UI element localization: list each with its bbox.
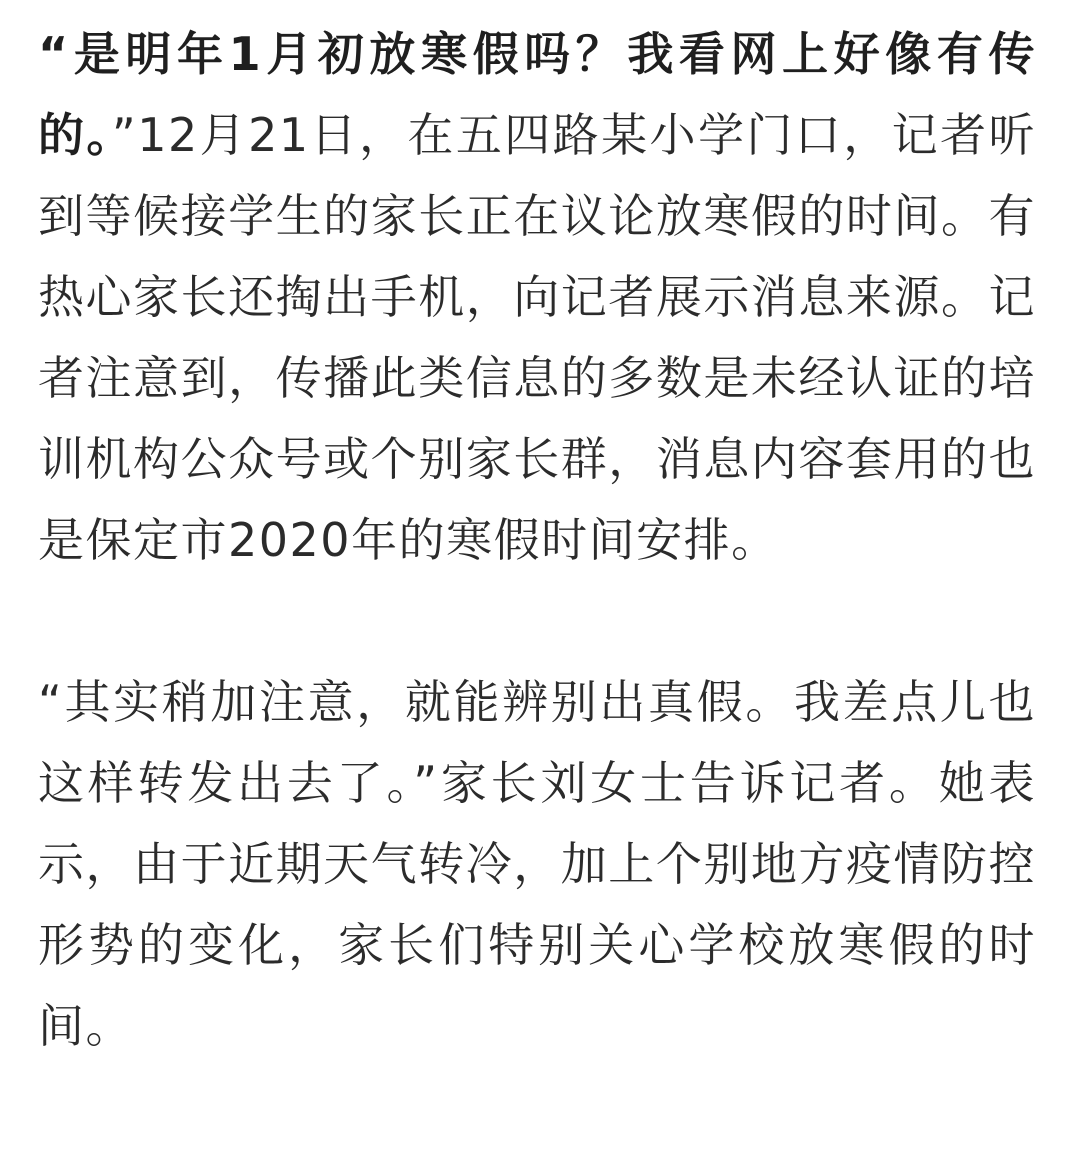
paragraph-2 [38, 662, 1036, 1067]
paragraph-1 [38, 14, 1036, 581]
article-body [38, 14, 1036, 1067]
paragraph-1-text: ”12月21日，在五四路某小学门口，记者听到等候接学生的家长正在议论放寒假的时间。有热心家长还掏出手机，向记者展示消息来源。记者注意到，传播此类信息的多数是未经认证的培训机构公众号或个别家长群，消息内容套用的也是保定市2020年的寒假时间安排。 [38, 108, 1036, 567]
quote-lead: “是明年1月初放寒假吗？我看网上好像有传的。 [38, 27, 1036, 162]
paragraph-2-text: “其实稍加注意，就能辨别出真假。我差点儿也这样转发出去了。”家长刘女士告诉记者。她表示，由于近期天气转冷，加上个别地方疫情防控形势的变化，家长们特别关心学校放寒假的时间。 [38, 675, 1036, 1053]
